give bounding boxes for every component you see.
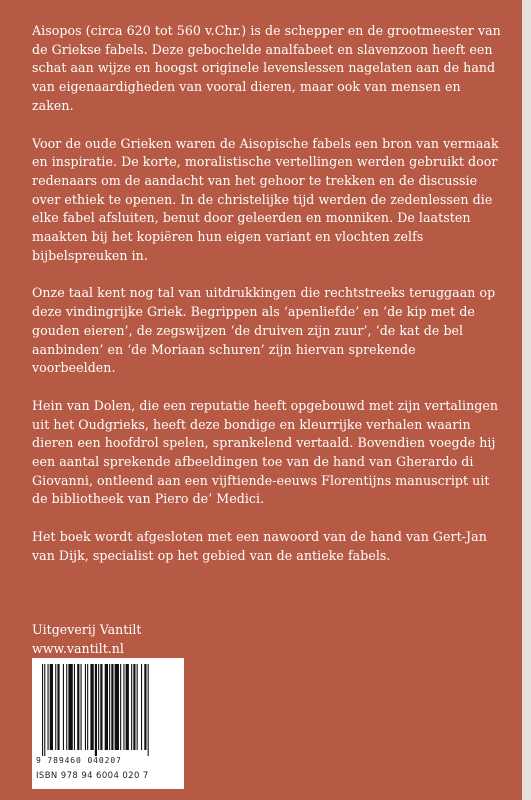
barcode-bar bbox=[111, 664, 113, 750]
barcode-bars-icon bbox=[32, 658, 184, 758]
publisher-block bbox=[32, 621, 141, 658]
barcode-bar bbox=[105, 664, 108, 750]
barcode-bar bbox=[120, 664, 121, 750]
barcode-bar bbox=[95, 664, 97, 756]
blurb-paragraph-5: Het boek wordt afgesloten met een nawoord van de hand van Gert-Jan van Dijk, specialist op het gebied van de antieke fabels. bbox=[32, 529, 487, 563]
isbn-label: ISBN 978 94 6004 020 7 bbox=[36, 771, 149, 781]
barcode-bar bbox=[131, 664, 132, 750]
barcode-bar bbox=[42, 664, 43, 756]
barcode-bar bbox=[44, 664, 45, 756]
isbn-barcode bbox=[32, 658, 184, 789]
barcode-bar bbox=[144, 664, 146, 750]
blurb-paragraph-3: Onze taal kent nog tal van uitdrukkingen die rechtstreeks teruggaan op deze vindingrijke Griek. Begrippen als ‘apenliefde’ en ‘de kip met de gouden eieren’, de zegswijzen ‘de druiven zijn zuur’, ‘de kat de bel aanbinden’ en ‘de Moriaan schuren’ zijn hiervan sprekende voorbeelden. bbox=[32, 285, 496, 376]
spine-edge bbox=[522, 0, 531, 800]
barcode-bar bbox=[109, 664, 110, 750]
barcode-bar bbox=[115, 664, 119, 750]
barcode-bar bbox=[126, 664, 129, 750]
barcode-bar bbox=[48, 664, 49, 750]
barcode-bar bbox=[68, 664, 72, 750]
barcode-bar bbox=[81, 664, 82, 750]
barcode-bar bbox=[123, 664, 124, 750]
barcode-bar bbox=[141, 664, 142, 750]
barcode-bar bbox=[74, 664, 75, 750]
barcode-bar bbox=[98, 664, 99, 750]
barcode-bar bbox=[100, 664, 102, 750]
barcode-bar bbox=[57, 664, 59, 750]
barcode-digits: 9 789460 040207 bbox=[36, 756, 122, 765]
barcode-bar bbox=[77, 664, 79, 750]
blurb-paragraph-4: Hein van Dolen, die een reputatie heeft opgebouwd met zijn vertalingen uit het Oudgrieks, heeft deze bondige en kleurrijke verhalen waarin dieren een hoofdrol spelen, sprankelend vertaald. Bovendien voegde hij een aantal sprekende afbeeldingen toe van de hand van Gherardo di Giovanni, ontleend aan een vijftiende-eeuws Florentijns manuscript uit de bibliotheek van Piero de’ Medici. bbox=[32, 397, 499, 507]
barcode-bar bbox=[87, 664, 88, 750]
blurb-paragraph-2: Voor de oude Grieken waren de Aisopische fabels een bron van vermaak en inspiratie. De korte, moralistische vertellingen werden gebruikt door redenaars om de aandacht van het gehoor te trekken en de discussie over ethiek te openen. In de christelijke tijd werden de zedenlessen die elke fabel afsluiten, benut door geleerden en monniken. De laatsten maakten bij het kopiëren hun eigen variant en vlochten zelfs bijbelspreuken in. bbox=[32, 135, 499, 263]
barcode-bar bbox=[50, 664, 53, 750]
publisher-website: www.vantilt.nl bbox=[32, 640, 124, 656]
barcode-bar bbox=[55, 664, 56, 750]
barcode-bar bbox=[85, 664, 86, 750]
barcode-bar bbox=[133, 664, 135, 750]
barcode-bar bbox=[63, 664, 64, 750]
barcode-bar bbox=[137, 664, 138, 750]
blurb-paragraph-1: Aisopos (circa 620 tot 560 v.Chr.) is de schepper en de grootmeester van de Griekse fabels. Deze gebochelde analfabeet en slavenzoon heeft een schat aan wijze en hoogst originele levenslessen nagelaten aan de hand van eigenaardigheden van vooral dieren, maar ook van mensen en zaken. bbox=[32, 23, 501, 113]
barcode-bar bbox=[66, 664, 67, 750]
publisher-name: Uitgeverij Vantilt bbox=[32, 622, 142, 637]
barcode-bar bbox=[90, 664, 93, 750]
blurb-text bbox=[32, 22, 502, 585]
barcode-bar bbox=[148, 664, 149, 756]
